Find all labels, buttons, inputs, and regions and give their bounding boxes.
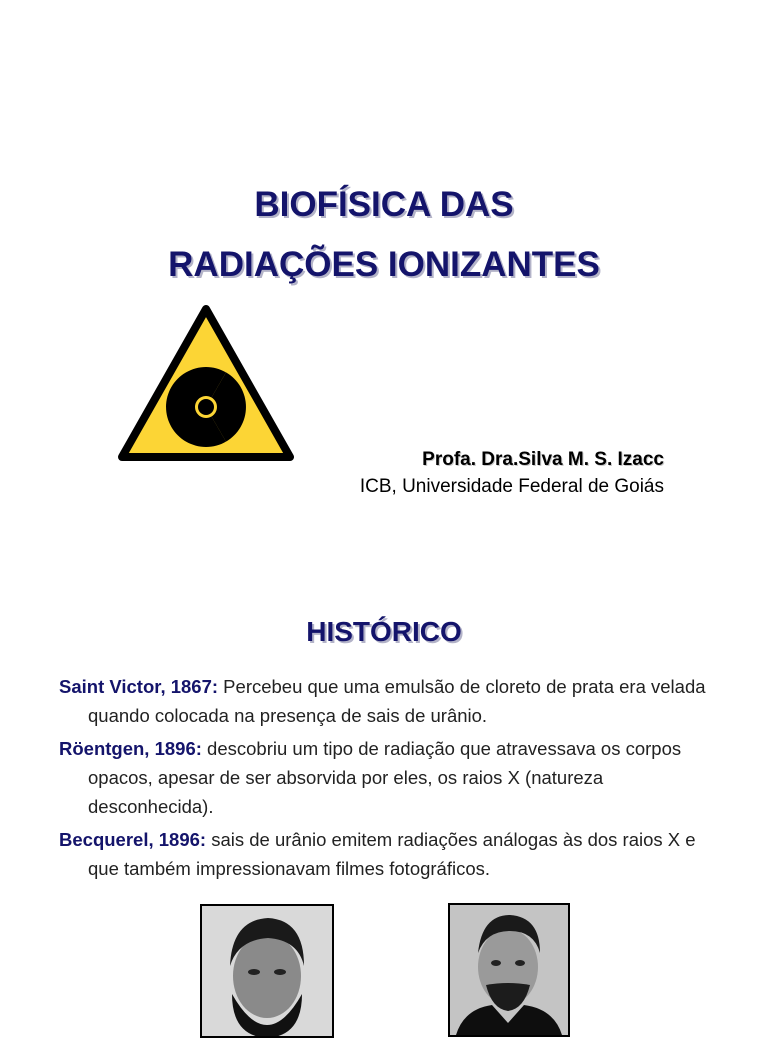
history-entry-name: Becquerel, 1896: <box>59 829 207 850</box>
history-entry-text: Percebeu que uma emulsão de cloreto de prata era velada quando colocada na presença de sais de urânio. <box>88 676 706 726</box>
portrait-illustration <box>202 906 332 1036</box>
history-list <box>59 672 719 887</box>
history-entry <box>59 734 719 821</box>
history-entry <box>59 672 719 730</box>
author-affiliation: ICB, Universidade Federal de Goiás <box>359 476 664 497</box>
portrait-photo-roentgen <box>200 904 334 1038</box>
history-entry-name: Röentgen, 1896: <box>59 738 202 759</box>
history-entry-text: descobriu um tipo de radiação que atravessava os corpos opacos, apesar de ser absorvida por eles, os raios X (natureza desconhecida). <box>88 738 682 817</box>
radiation-hazard-icon <box>116 303 296 463</box>
section-heading: HISTÓRICO <box>306 616 462 647</box>
history-entry-text: sais de urânio emitem radiações análogas às dos raios X e que também impressionavam filmes fotográficos. <box>88 829 696 879</box>
slide-title-line-1: BIOFÍSICA DAS <box>254 185 514 224</box>
author-block <box>360 446 664 500</box>
history-entry <box>59 825 719 883</box>
portrait-illustration <box>450 905 568 1035</box>
portrait-photo-becquerel <box>448 903 570 1037</box>
slide-title-line-2: RADIAÇÕES IONIZANTES <box>168 245 600 284</box>
author-name: Profa. Dra.Silva M. S. Izacc <box>422 449 664 470</box>
history-entry-name: Saint Victor, 1867: <box>59 676 219 697</box>
